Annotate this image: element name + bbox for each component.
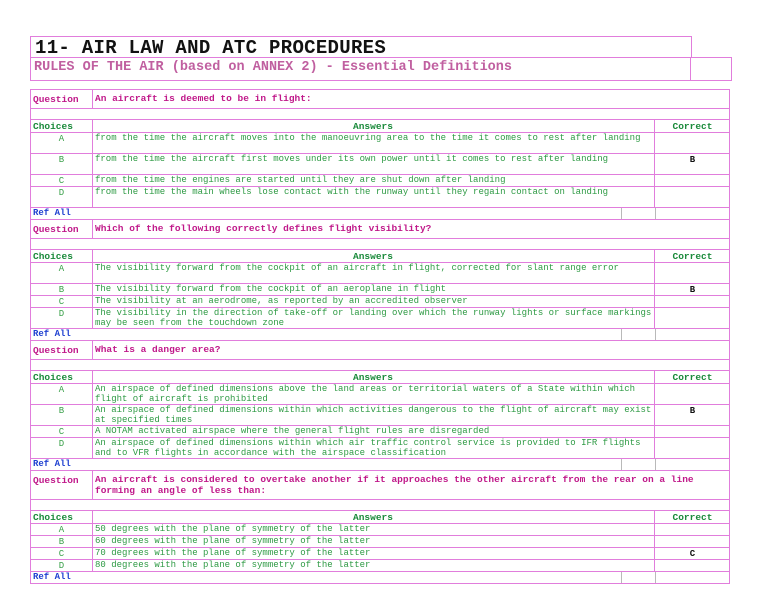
- column-divider: [654, 511, 655, 523]
- answer-row: [31, 535, 729, 547]
- column-divider: [654, 133, 655, 153]
- question-block: [30, 89, 730, 220]
- answer-row: [31, 404, 729, 425]
- ref-cell: [621, 208, 656, 219]
- correct-header: Correct: [672, 372, 713, 383]
- answer-row: [31, 132, 729, 153]
- choices-label: Choices: [33, 121, 73, 132]
- answer-text: An airspace of defined dimensions within which activities dangerous to the flight of aircraft may exist at specified times: [95, 405, 652, 425]
- answer-text: An airspace of defined dimensions within which air traffic control service is provided to IFR flights and to VFR flights in accordance with the airspace classification: [95, 438, 641, 458]
- answer-letter: B: [58, 406, 65, 416]
- column-divider: [92, 384, 93, 404]
- answer-letter: C: [58, 549, 65, 559]
- column-divider: [92, 154, 93, 174]
- ref-row: [31, 571, 729, 583]
- column-divider: [92, 263, 93, 283]
- correct-header: Correct: [672, 121, 713, 132]
- question-label: Question: [33, 94, 79, 105]
- answer-text: 50 degrees with the plane of symmetry of the latter: [95, 524, 371, 534]
- row-spacer: [31, 238, 729, 249]
- answer-row: [31, 262, 729, 283]
- answer-text: The visibility forward from the cockpit of an aeroplane in flight: [95, 284, 447, 294]
- answer-text: 70 degrees with the plane of symmetry of the latter: [95, 548, 371, 558]
- correct-mark: B: [689, 285, 696, 295]
- column-divider: [92, 548, 93, 559]
- column-divider: [654, 154, 655, 174]
- answer-text: from the time the engines are started until they are shut down after landing: [95, 175, 506, 185]
- question-label: Question: [33, 224, 79, 235]
- column-divider: [92, 90, 93, 108]
- question-label: Question: [33, 345, 79, 356]
- ref-all-link[interactable]: Ref All: [33, 208, 71, 218]
- question-row: [31, 471, 729, 499]
- column-divider: [654, 384, 655, 404]
- column-divider: [92, 536, 93, 547]
- column-divider: [92, 175, 93, 186]
- correct-mark: B: [689, 406, 696, 416]
- answer-row: [31, 307, 729, 328]
- answer-text: 60 degrees with the plane of symmetry of the latter: [95, 536, 371, 546]
- subtitle-box: [30, 57, 732, 81]
- choices-header-row: [31, 510, 729, 523]
- answer-row: [31, 547, 729, 559]
- question-block: [30, 470, 730, 584]
- answer-letter: D: [58, 439, 65, 449]
- answer-letter: D: [58, 561, 65, 571]
- question-row: [31, 220, 729, 238]
- column-divider: [92, 284, 93, 295]
- choices-header-row: [31, 119, 729, 132]
- question-block: [30, 219, 730, 341]
- column-divider: [654, 536, 655, 547]
- question-block: [30, 340, 730, 471]
- column-divider: [654, 560, 655, 571]
- answer-text: An airspace of defined dimensions above the land areas or territorial waters of a State within which flight of aircraft is prohibited: [95, 384, 636, 404]
- column-divider: [92, 341, 93, 359]
- answers-header: Answers: [353, 251, 393, 262]
- column-divider: [654, 296, 655, 307]
- answer-letter: B: [58, 285, 65, 295]
- section-subtitle: RULES OF THE AIR (based on ANNEX 2) - Essential Definitions: [34, 60, 512, 75]
- column-divider: [92, 471, 93, 499]
- correct-header: Correct: [672, 251, 713, 262]
- column-divider: [654, 524, 655, 535]
- column-divider: [92, 308, 93, 328]
- column-divider: [654, 175, 655, 186]
- answer-letter: C: [58, 297, 65, 307]
- row-spacer: [31, 108, 729, 119]
- question-sheet: [30, 36, 730, 584]
- question-label: Question: [33, 475, 79, 486]
- answer-letter: D: [58, 188, 65, 198]
- answer-text: A NOTAM activated airspace where the general flight rules are disregarded: [95, 426, 490, 436]
- question-text: An aircraft is deemed to be in flight:: [95, 93, 312, 104]
- correct-mark: C: [689, 549, 696, 559]
- correct-header: Correct: [672, 512, 713, 523]
- answer-row: [31, 186, 729, 207]
- column-divider: [92, 187, 93, 207]
- question-list: [30, 89, 730, 584]
- column-divider: [92, 560, 93, 571]
- column-divider: [654, 426, 655, 437]
- answer-row: [31, 437, 729, 458]
- answer-letter: C: [58, 176, 65, 186]
- column-divider: [92, 405, 93, 425]
- answer-text: from the time the aircraft first moves under its own power until it comes to rest after landing: [95, 154, 609, 164]
- ref-all-link[interactable]: Ref All: [33, 572, 71, 582]
- question-row: [31, 341, 729, 359]
- choices-label: Choices: [33, 251, 73, 262]
- page-title: 11- AIR LAW AND ATC PROCEDURES: [35, 37, 387, 59]
- column-divider: [92, 438, 93, 458]
- answer-row: [31, 559, 729, 571]
- answer-row: [31, 425, 729, 437]
- answer-row: [31, 174, 729, 186]
- column-divider: [654, 250, 655, 262]
- choices-label: Choices: [33, 512, 73, 523]
- answer-letter: B: [58, 537, 65, 547]
- answer-letter: C: [58, 427, 65, 437]
- column-divider: [654, 308, 655, 328]
- answer-letter: A: [58, 385, 65, 395]
- answer-row: [31, 383, 729, 404]
- ref-all-link[interactable]: Ref All: [33, 329, 71, 339]
- ref-row: [31, 207, 729, 219]
- ref-cell: [621, 459, 656, 470]
- ref-cell: [621, 572, 656, 583]
- answer-text: from the time the aircraft moves into the manoeuvring area to the time it comes to rest after landing: [95, 133, 641, 143]
- ref-row: [31, 458, 729, 470]
- ref-row: [31, 328, 729, 340]
- answers-header: Answers: [353, 121, 393, 132]
- answer-text: The visibility at an aerodrome, as reported by an accredited observer: [95, 296, 468, 306]
- answer-row: [31, 295, 729, 307]
- choices-header-row: [31, 249, 729, 262]
- column-divider: [92, 426, 93, 437]
- column-divider: [654, 187, 655, 207]
- answer-row: [31, 283, 729, 295]
- ref-cell: [621, 329, 656, 340]
- column-divider: [92, 220, 93, 238]
- answers-header: Answers: [353, 512, 393, 523]
- answer-letter: A: [58, 264, 65, 274]
- answer-letter: A: [58, 134, 65, 144]
- question-text: What is a danger area?: [95, 344, 221, 355]
- question-text: Which of the following correctly defines flight visibility?: [95, 223, 432, 234]
- answer-row: [31, 523, 729, 535]
- column-divider: [654, 548, 655, 559]
- answer-letter: B: [58, 155, 65, 165]
- column-divider: [92, 133, 93, 153]
- answers-header: Answers: [353, 372, 393, 383]
- column-divider: [654, 405, 655, 425]
- row-spacer: [31, 359, 729, 370]
- question-text: An aircraft is considered to overtake another if it approaches the other aircraft from the rear on a line forming an angle of less than:: [95, 474, 694, 496]
- row-spacer: [31, 499, 729, 510]
- column-divider: [654, 263, 655, 283]
- ref-all-link[interactable]: Ref All: [33, 459, 71, 469]
- answer-text: The visibility in the direction of take-off or landing over which the runway lights or surface markings may be seen from the touchdown zone: [95, 308, 652, 328]
- choices-label: Choices: [33, 372, 73, 383]
- column-divider: [654, 438, 655, 458]
- title-box: [30, 36, 692, 57]
- answer-letter: A: [58, 525, 65, 535]
- subtitle-side-cell: [690, 58, 731, 80]
- answer-text: The visibility forward from the cockpit of an aircraft in flight, corrected for slant range error: [95, 263, 619, 273]
- correct-mark: B: [689, 155, 696, 165]
- column-divider: [654, 120, 655, 132]
- answer-letter: D: [58, 309, 65, 319]
- choices-header-row: [31, 370, 729, 383]
- column-divider: [654, 371, 655, 383]
- column-divider: [92, 296, 93, 307]
- column-divider: [92, 524, 93, 535]
- answer-text: from the time the main wheels lose contact with the runway until they regain contact on landing: [95, 187, 609, 197]
- answer-row: [31, 153, 729, 174]
- question-row: [31, 90, 729, 108]
- answer-text: 80 degrees with the plane of symmetry of the latter: [95, 560, 371, 570]
- column-divider: [654, 284, 655, 295]
